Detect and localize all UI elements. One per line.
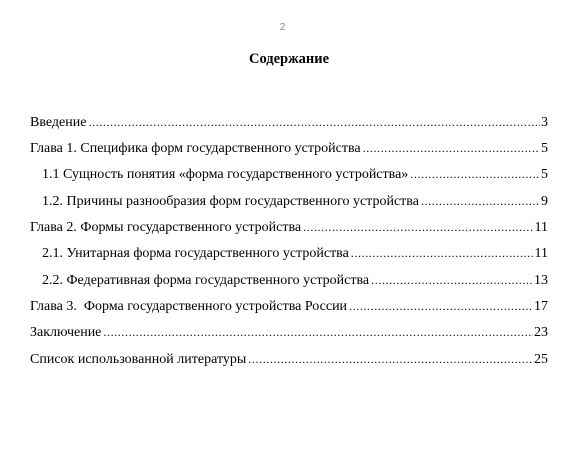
- toc-entry-label: Список использованной литературы: [30, 352, 247, 367]
- toc-entry-page: 11: [534, 246, 548, 261]
- dot-leader: [351, 243, 534, 263]
- dot-leader: [421, 191, 540, 211]
- toc-entry-page: 11: [534, 220, 548, 235]
- toc-entry-label: Заключение: [30, 325, 102, 340]
- toc-entry-label: 1.2. Причины разнообразия форм государственного устройства: [42, 194, 419, 209]
- toc-entry-page: 5: [541, 167, 548, 182]
- toc-entry-section-2-2[interactable]: [42, 270, 548, 290]
- toc-entry-page: 5: [541, 141, 548, 156]
- dot-leader: [303, 217, 533, 237]
- toc-entry-page: 9: [541, 194, 548, 209]
- toc-entry-page: 3: [541, 115, 548, 130]
- toc-entry-conclusion[interactable]: [30, 322, 548, 342]
- dot-leader: [88, 112, 540, 132]
- toc-entry-label: Глава 2. Формы государственного устройства: [30, 220, 302, 235]
- toc-entry-page: 25: [534, 352, 548, 367]
- dot-leader: [410, 164, 540, 184]
- dot-leader: [248, 349, 533, 369]
- toc-entry-section-2-1[interactable]: [42, 243, 548, 263]
- toc-entry-chapter-3[interactable]: [30, 296, 548, 316]
- dot-leader: [103, 322, 533, 342]
- toc-entry-label: 1.1 Сущность понятия «форма государственного устройства»: [42, 167, 409, 182]
- toc-entry-chapter-1[interactable]: [30, 138, 548, 158]
- toc-entry-section-1-2[interactable]: [42, 191, 548, 211]
- page-number: 2: [279, 22, 286, 33]
- toc-entry-label: Глава 1. Специфика форм государственного устройства: [30, 141, 361, 156]
- dot-leader: [363, 138, 540, 158]
- toc-entry-page: 17: [534, 299, 548, 314]
- dot-leader: [349, 296, 533, 316]
- toc-entry-section-1-1[interactable]: [42, 164, 548, 184]
- toc-entry-page: 23: [534, 325, 548, 340]
- toc-entry-introduction[interactable]: [30, 112, 548, 132]
- toc-entry-chapter-2[interactable]: [30, 217, 548, 237]
- toc-entry-label: 2.2. Федеративная форма государственного устройства: [42, 273, 370, 288]
- toc-entry-label: Глава 3. Форма государственного устройства России: [30, 299, 348, 314]
- dot-leader: [371, 270, 533, 290]
- toc-title: Содержание: [248, 51, 330, 67]
- toc-entry-label: 2.1. Унитарная форма государственного устройства: [42, 246, 349, 261]
- toc-entry-label: Введение: [30, 115, 87, 130]
- toc-entry-references[interactable]: [30, 349, 548, 369]
- toc-entry-page: 13: [534, 273, 548, 288]
